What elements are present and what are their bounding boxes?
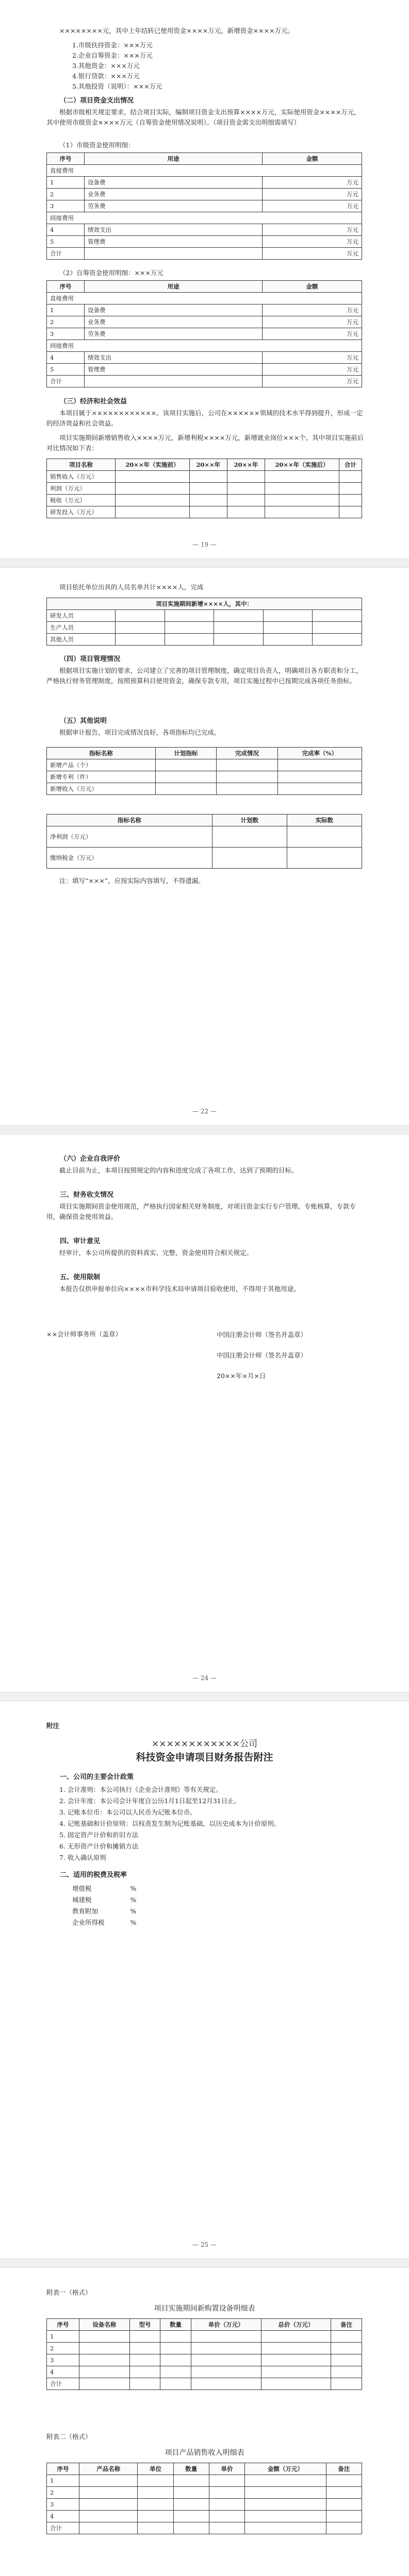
page-3 — [0, 1133, 409, 1700]
table-row: 3 劳务费 万元 — [47, 200, 362, 212]
table-row: 研发投入（万元） — [47, 506, 362, 518]
section-paragraph: 截止目前为止，本项目按照规定的内容和进度完成了各项工作，达到了预期的目标。 — [59, 1166, 298, 1174]
table-row: 生产人员 — [47, 622, 362, 634]
page-1 — [0, 0, 409, 567]
policy-item: 2. 会计年度：本公司会计年度自公历1月1日起至12月31日止。 — [59, 1797, 241, 1805]
table-row: 3 — [47, 2499, 362, 2511]
report-title: 科技资金申请项目财务报告附注 — [136, 1752, 273, 1763]
table-row: 4 绩效支出 万元 — [47, 224, 362, 236]
table-row: 4 绩效支出 万元 — [47, 352, 362, 364]
section-heading: 一、公司的主要会计政策 — [60, 1773, 134, 1781]
policy-item: 5. 固定资产计价和折旧方法 — [59, 1831, 139, 1839]
table-row: 其他人员 — [47, 634, 362, 646]
section-paragraph: 根据市级相关规定要求，结合项目实际，编制项目资金支出预算××××万元，实际使用资金××××万元，其中使用市级资金××××万元（自筹资金使用情况说明）。（项目资金需支出明细需填写） — [46, 108, 361, 126]
table-row: 销售收入（万元） — [47, 471, 362, 483]
report-company: ××××××××××××公司 — [152, 1739, 257, 1749]
page-5 — [0, 2267, 409, 2576]
section-paragraph: 本报告仅供申报单位向××××市科学技术局申请项目验收使用，不得用于其他用途。 — [59, 1285, 300, 1293]
table-header: 序号 — [47, 281, 85, 293]
policy-item: 1. 会计准则：本公司执行《企业会计准则》等有关规定。 — [59, 1786, 222, 1793]
benefit-table: 项目名称 20××年（实施前） 20××年 20××年 20××年（实施后） 合计 销售收入（万元） 利润（万元） 税收（万元） 研发投入（万元） — [46, 459, 362, 518]
intro-paragraph: ××××××××元，其中上年结转已使用资金××××万元，新增资金××××万元。 — [59, 27, 295, 35]
table-row: 2 业务费 万元 — [47, 189, 362, 200]
table-total-row: 合计 — [47, 2522, 362, 2534]
table-row: 研发人员 — [47, 610, 362, 622]
table-title: 项目产品销售收入明细表 — [165, 2449, 244, 2457]
table-header: 金额 — [263, 153, 362, 165]
profit-table: 指标名称 计划数 实际数 净利润（万元） 缴纳税金（万元） — [46, 814, 362, 869]
table-category: 间接费用 — [47, 340, 362, 352]
table-total-row: 合计 万元 — [47, 248, 362, 260]
attachment-label: 附表二（格式） — [46, 2433, 92, 2441]
table-row: 4 — [47, 2511, 362, 2522]
signature-right-2: 中国注册会计师（签名并盖章） — [217, 1351, 307, 1359]
note: 注：填写“×××”，应按实际内容填写，不得遗漏。 — [59, 877, 205, 885]
table-row: 2 业务费 万元 — [47, 316, 362, 328]
subitem: 2.企业自筹资金：×××万元 — [72, 52, 153, 59]
page-number: — 19 — — [192, 541, 217, 548]
section-paragraph: 根据审计报告，项目完成情况良好，各项指标均已完成。 — [59, 728, 221, 736]
table-row: 2 — [47, 2487, 362, 2499]
section-heading: 三、财务收支情况 — [60, 1191, 114, 1199]
table-row: 新增产品（个） — [47, 759, 362, 771]
table-row: 5 管理费 万元 — [47, 236, 362, 248]
tax-item: 城建税 % — [72, 1896, 137, 1904]
signature-right: 中国注册会计师（签名并盖章） — [217, 1331, 307, 1338]
page-4 — [0, 1700, 409, 2267]
attachment-label: 附表一（格式） — [46, 2289, 92, 2296]
section-paragraph: 本项目属于××××××××××××。该项目实施后，公司在××××××领域的技术水平得到提升，形成一定的经济效益和社会效益。 — [46, 409, 363, 427]
table-row: 4 — [47, 2366, 362, 2378]
equipment-table: 序号 设备名称 型号 数量 单价（万元） 总价（万元） 备注 1 2 3 4 合计 — [46, 2318, 362, 2390]
tax-item: 教育附加 % — [72, 1907, 137, 1915]
table-header: 用途 — [85, 281, 263, 293]
table-row: 新增收入（万元） — [47, 783, 362, 795]
policy-item: 6. 无形资产计价和摊销方法 — [59, 1842, 139, 1850]
table-row: 净利润（万元） — [47, 826, 362, 848]
table-row: 缴纳税金（万元） — [47, 848, 362, 869]
signature-left: ××会计师事务所（盖章） — [46, 1330, 122, 1338]
table-row: 1 — [47, 2331, 362, 2343]
table-header: 序号 — [47, 153, 85, 165]
indicator-table: 指标名称 计划指标 完成情况 完成率（%） 新增产品（个） 新增专利（件） 新增收入（万元） — [46, 747, 362, 795]
subitem: 5.其他投资（说明）：×××万元 — [72, 82, 162, 90]
section-heading: 五、使用限制 — [60, 1274, 101, 1281]
table-category: 间接费用 — [47, 212, 362, 224]
subitem: 3.其他资金：×××万元 — [72, 62, 140, 70]
table-category: 直接费用 — [47, 293, 362, 304]
staff-table: 项目实施期间新增××××人，其中： 研发人员 生产人员 其他人员 — [46, 598, 362, 646]
table-title: 项目实施期间新购置设备明细表 — [154, 2304, 255, 2313]
section-heading: （四）项目管理情况 — [60, 655, 121, 663]
section-paragraph: 根据项目实施计划的要求，公司建立了完善的项目管理制度，确定项目负责人，明确项目各方职责和分工，严格执行财务管理制度，按照预算科目使用资金，确保专款专用，项目实施过程中已按期完成各项任务指标。 — [46, 667, 363, 685]
table-total-row: 合计 万元 — [47, 376, 362, 387]
tax-item: 企业所得税 % — [72, 1919, 137, 1926]
page-2 — [0, 567, 409, 1133]
attachment-label: 附注 — [46, 1722, 60, 1730]
table-row: 税收（万元） — [47, 495, 362, 506]
table-row: 1 设备费 万元 — [47, 304, 362, 316]
expense-table-1 — [46, 152, 362, 260]
section-heading: （六）企业自我评价 — [60, 1155, 121, 1163]
subitem: 1.市级扶持资金：×××万元 — [72, 41, 153, 49]
table-category: 直接费用 — [47, 165, 362, 177]
section-heading: 二、适用的税费及税率 — [60, 1871, 127, 1879]
section-heading: 四、审计意见 — [60, 1238, 101, 1245]
subitem: 4.银行贷款：×××万元 — [72, 72, 140, 80]
policy-item: 4. 记账基础和计价原则：以权责发生制为记账基础，以历史成本为计价原则。 — [59, 1820, 281, 1827]
sales-table: 序号 产品名称 单位 数量 单价 金额（万元） 备注 1 2 3 4 合计 — [46, 2463, 362, 2534]
table-caption: （1）市级资金使用明细： — [59, 141, 135, 149]
table-row: 3 — [47, 2354, 362, 2366]
table-caption: （2）自筹资金使用明细：×××万元 — [59, 269, 163, 277]
section-heading: （二）项目资金支出情况 — [60, 97, 134, 105]
section-paragraph: 项目实施期间资金使用规范，严格执行国家相关财务制度，对项目资金实行专户管理、专账核算，专款专用，确保资金使用效益。 — [46, 1202, 356, 1221]
table-total-row: 合计 — [47, 2378, 362, 2390]
table-row: 新增专利（件） — [47, 771, 362, 783]
section-paragraph: 项目实施期间新增销售收入××××万元，新增利税××××万元，新增就业岗位×××个。其中项目实施前后对比情况如下表： — [46, 434, 364, 452]
table-row: 1 — [47, 2475, 362, 2487]
section-heading: （五）其他说明 — [60, 717, 107, 725]
table-row: 1 设备费 万元 — [47, 177, 362, 189]
table-header: 金额 — [263, 281, 362, 293]
page-number: — 22 — — [192, 1108, 217, 1115]
tax-item: 增值税 % — [72, 1885, 137, 1892]
section-paragraph: 经审计，本公司所提供的资料真实、完整，资金使用符合相关规定。 — [59, 1249, 253, 1257]
policy-item: 7. 收入确认原则 — [59, 1854, 106, 1861]
page-number: — 25 — — [192, 2241, 217, 2248]
table-row: 3 劳务费 万元 — [47, 328, 362, 340]
expense-table-2 — [46, 280, 362, 387]
section-paragraph: 项目依托单位出具的人员名单共计××××人，完成 — [59, 583, 204, 591]
page-number: — 24 — — [192, 1674, 217, 1682]
policy-item: 3. 记账本位币：本公司以人民币为记账本位币。 — [59, 1808, 197, 1816]
section-heading: （三）经济和社会效益 — [60, 398, 127, 405]
signature-date: 20××年×月×日 — [217, 1372, 266, 1380]
table-header: 用途 — [85, 153, 263, 165]
table-row: 2 — [47, 2343, 362, 2354]
table-row: 利润（万元） — [47, 483, 362, 495]
table-row: 5 管理费 万元 — [47, 364, 362, 376]
